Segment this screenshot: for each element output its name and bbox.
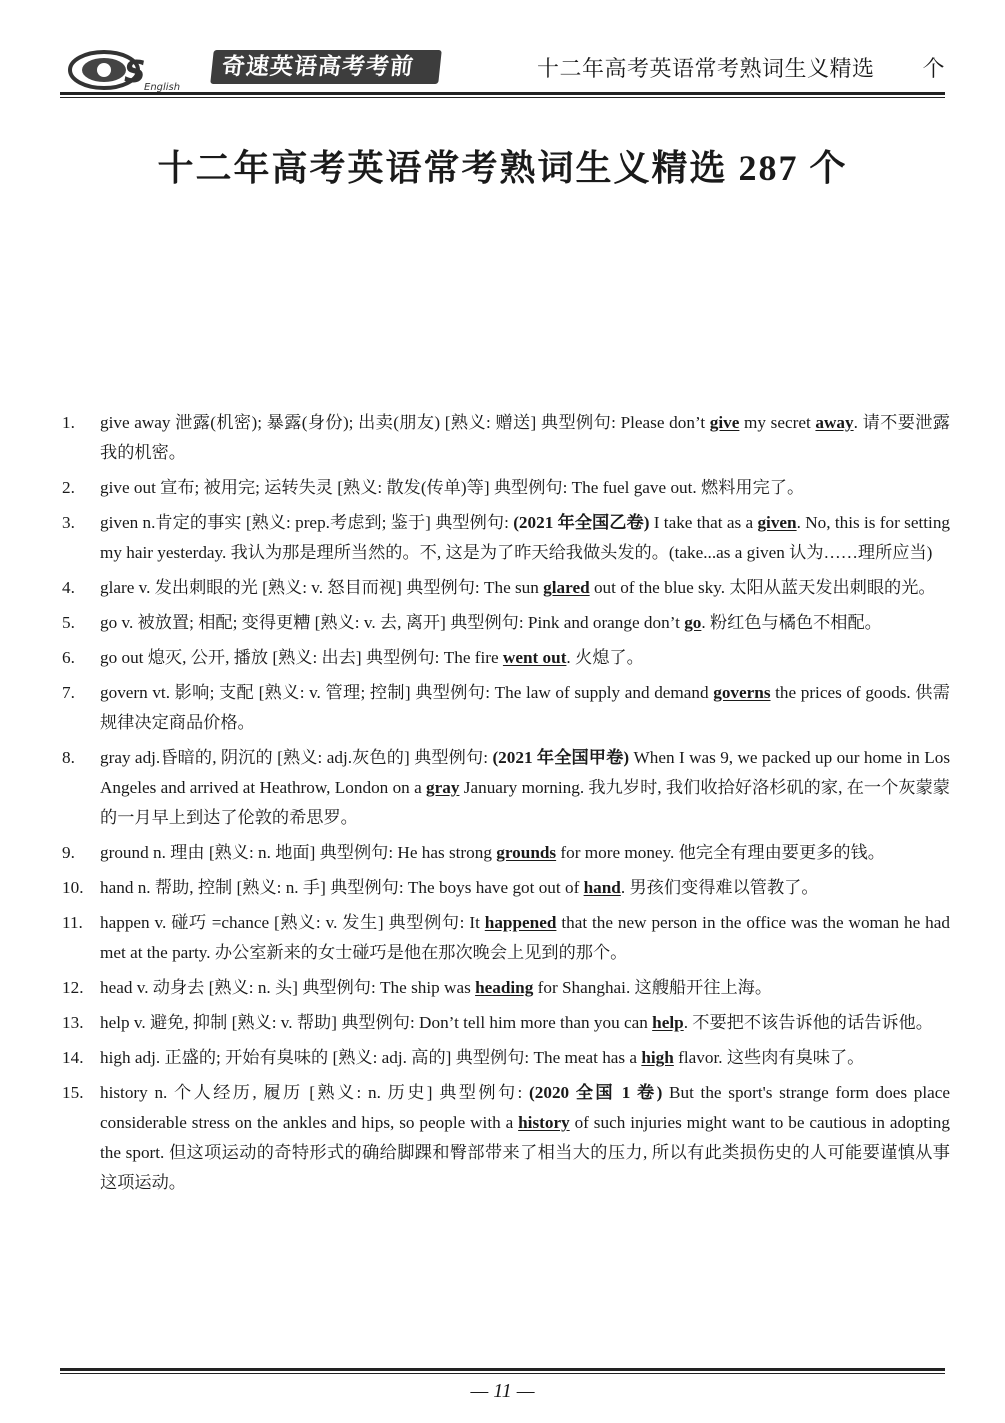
key-word: governs [713,683,771,702]
item-number: 10. [62,878,84,897]
entry-text: history n. 个人经历, 履历 [熟义: n. 历史] 典型例句: [100,1083,530,1102]
key-word: happened [484,913,557,932]
list-item [62,908,950,968]
list-item [62,678,950,738]
list-item [62,608,950,638]
item-number: 14. [62,1048,84,1067]
list-item [62,1078,950,1198]
key-word: away [815,413,854,432]
logo-text: 奇速英语高考考前30天 [210,50,442,84]
entry-text: high adj. 正盛的; 开始有臭味的 [熟义: adj. 高的] 典型例句: The meat has a [100,1048,642,1067]
key-word: heading [475,978,534,997]
entry-list [62,408,950,1203]
page-header [60,44,945,118]
header-rule [60,92,945,95]
entry-text: I take that as a [649,513,758,532]
entry-text: . No, this is for setting my hair yesterday. 我认为那是理所当然的。不, 这是为了昨天给我做头发的。(take...as a given 认为……理所应当) [100,513,951,562]
entry-text: go out 熄灭, 公开, 播放 [熟义: 出去] 典型例句: The fire [100,648,503,667]
entry-text: govern vt. 影响; 支配 [熟义: v. 管理; 控制] 典型例句: The law of supply and demand [100,683,714,702]
logo [60,44,440,118]
key-word: go [684,613,702,632]
entry-text: ground n. 理由 [熟义: n. 地面] 典型例句: He has strong [100,843,497,862]
item-number: 3. [62,513,75,532]
key-word: give [709,413,740,432]
entry-text: of such injuries might want to be cautious in adopting the sport. 但这项运动的奇特形式的确给脚踝和臀部带来了相当大的压力, 所以有此类损伤史的人可能要谨慎从事这项运动。 [100,1113,950,1192]
entry-text: that the new person in the office was the woman he had met at the party. 办公室新来的女士碰巧是他在那次晚会上见到的那个。 [100,913,950,962]
item-number: 12. [62,978,84,997]
svg-text:English: English [144,82,181,92]
entry-text: gray adj.昏暗的, 阴沉的 [熟义: adj.灰色的] 典型例句: [100,748,493,767]
entry-text: . 男孩们变得难以管教了。 [620,878,819,897]
entry-text: go v. 被放置; 相配; 变得更糟 [熟义: v. 去, 离开] 典型例句: Pink and orange don’t [100,613,685,632]
entry-text: glare v. 发出刺眼的光 [熟义: v. 怒目而视] 典型例句: The sun [100,578,544,597]
entry-text: for more money. 他完全有理由要更多的钱。 [556,843,885,862]
item-number: 7. [62,683,75,702]
entry-text: . 火熄了。 [566,648,644,667]
entry-text: . 请不要泄露我的机密。 [100,413,950,462]
entry-text: for Shanghai. 这艘船开往上海。 [533,978,773,997]
page-title: 十二年高考英语常考熟词生义精选 287 个 [157,148,848,188]
key-word: history [518,1113,570,1132]
key-word: grounds [496,843,557,862]
list-item [62,1008,950,1038]
entry-text: give out 宣布; 被用完; 运转失灵 [熟义: 散发(传单)等] 典型例句: The fuel gave out. 燃料用完了。 [100,478,805,497]
entry-text: given n.肯定的事实 [熟义: prep.考虑到; 鉴于] 典型例句: [100,513,514,532]
entry-text: hand n. 帮助, 控制 [熟义: n. 手] 典型例句: The boys have got out of [100,878,584,897]
entry-text: head v. 动身去 [熟义: n. 头] 典型例句: The ship was [100,978,476,997]
list-item [62,573,950,603]
key-word: glared [543,578,590,597]
list-item [62,873,950,903]
list-item [62,1043,950,1073]
entry-text: my secret [739,413,816,432]
entry-text: January morning. 我九岁时, 我们收拾好洛杉矶的家, 在一个灰蒙蒙的一月早上到达了伦敦的希思罗。 [100,778,950,827]
footer-rule-thin [60,1373,945,1374]
item-number: 2. [62,478,75,497]
exam-source: (2021 年全国甲卷) [492,748,630,767]
entry-text: out of the blue sky. 太阳从蓝天发出刺眼的光。 [589,578,936,597]
page-number: — 11 — [470,1380,535,1402]
item-number: 1. [62,413,75,432]
header-title: 十二年高考英语常考熟词生义精选 个 [536,57,945,82]
header-rule-thin [60,97,945,98]
list-item [62,508,950,568]
entry-text: flavor. 这些肉有臭味了。 [673,1048,865,1067]
item-number: 15. [62,1083,84,1102]
list-item [62,643,950,673]
item-number: 9. [62,843,75,862]
list-item [62,838,950,868]
footer-rule [60,1368,945,1371]
svg-text:S: S [124,55,146,90]
key-word: given [757,513,797,532]
item-number: 8. [62,748,75,767]
key-word: help [652,1013,684,1032]
entry-text: . 粉红色与橘色不相配。 [701,613,882,632]
logo-mark-icon [64,48,204,92]
list-item [62,408,950,468]
key-word: went out [502,648,567,667]
key-word: gray [426,778,460,797]
item-number: 11. [62,913,83,932]
item-number: 13. [62,1013,84,1032]
entry-text: When I was 9, we packed up our home in Los Angeles and arrived at Heathrow, London on a [100,748,951,797]
exam-source: (2020 全国 1 卷) [529,1083,663,1102]
entry-text: But the sport's strange form does place considerable stress on the ankles and hips, so people with a [100,1083,951,1132]
entry-text: the prices of goods. 供需规律决定商品价格。 [100,683,950,732]
item-number: 5. [62,613,75,632]
entry-text: happen v. 碰巧 =chance [熟义: v. 发生] 典型例句: It [100,913,485,932]
exam-source: (2021 年全国乙卷) [513,513,650,532]
entry-text: give away 泄露(机密); 暴露(身份); 出卖(朋友) [熟义: 赠送] 典型例句: Please don’t [100,413,710,432]
list-item [62,973,950,1003]
key-word: high [641,1048,674,1067]
list-item [62,743,950,833]
list-item [62,473,950,503]
key-word: hand [583,878,621,897]
item-number: 6. [62,648,75,667]
entry-text: . 不要把不该告诉他的话告诉他。 [683,1013,933,1032]
entry-text: help v. 避免, 抑制 [熟义: v. 帮助] 典型例句: Don’t tell him more than you can [100,1013,653,1032]
item-number: 4. [62,578,75,597]
